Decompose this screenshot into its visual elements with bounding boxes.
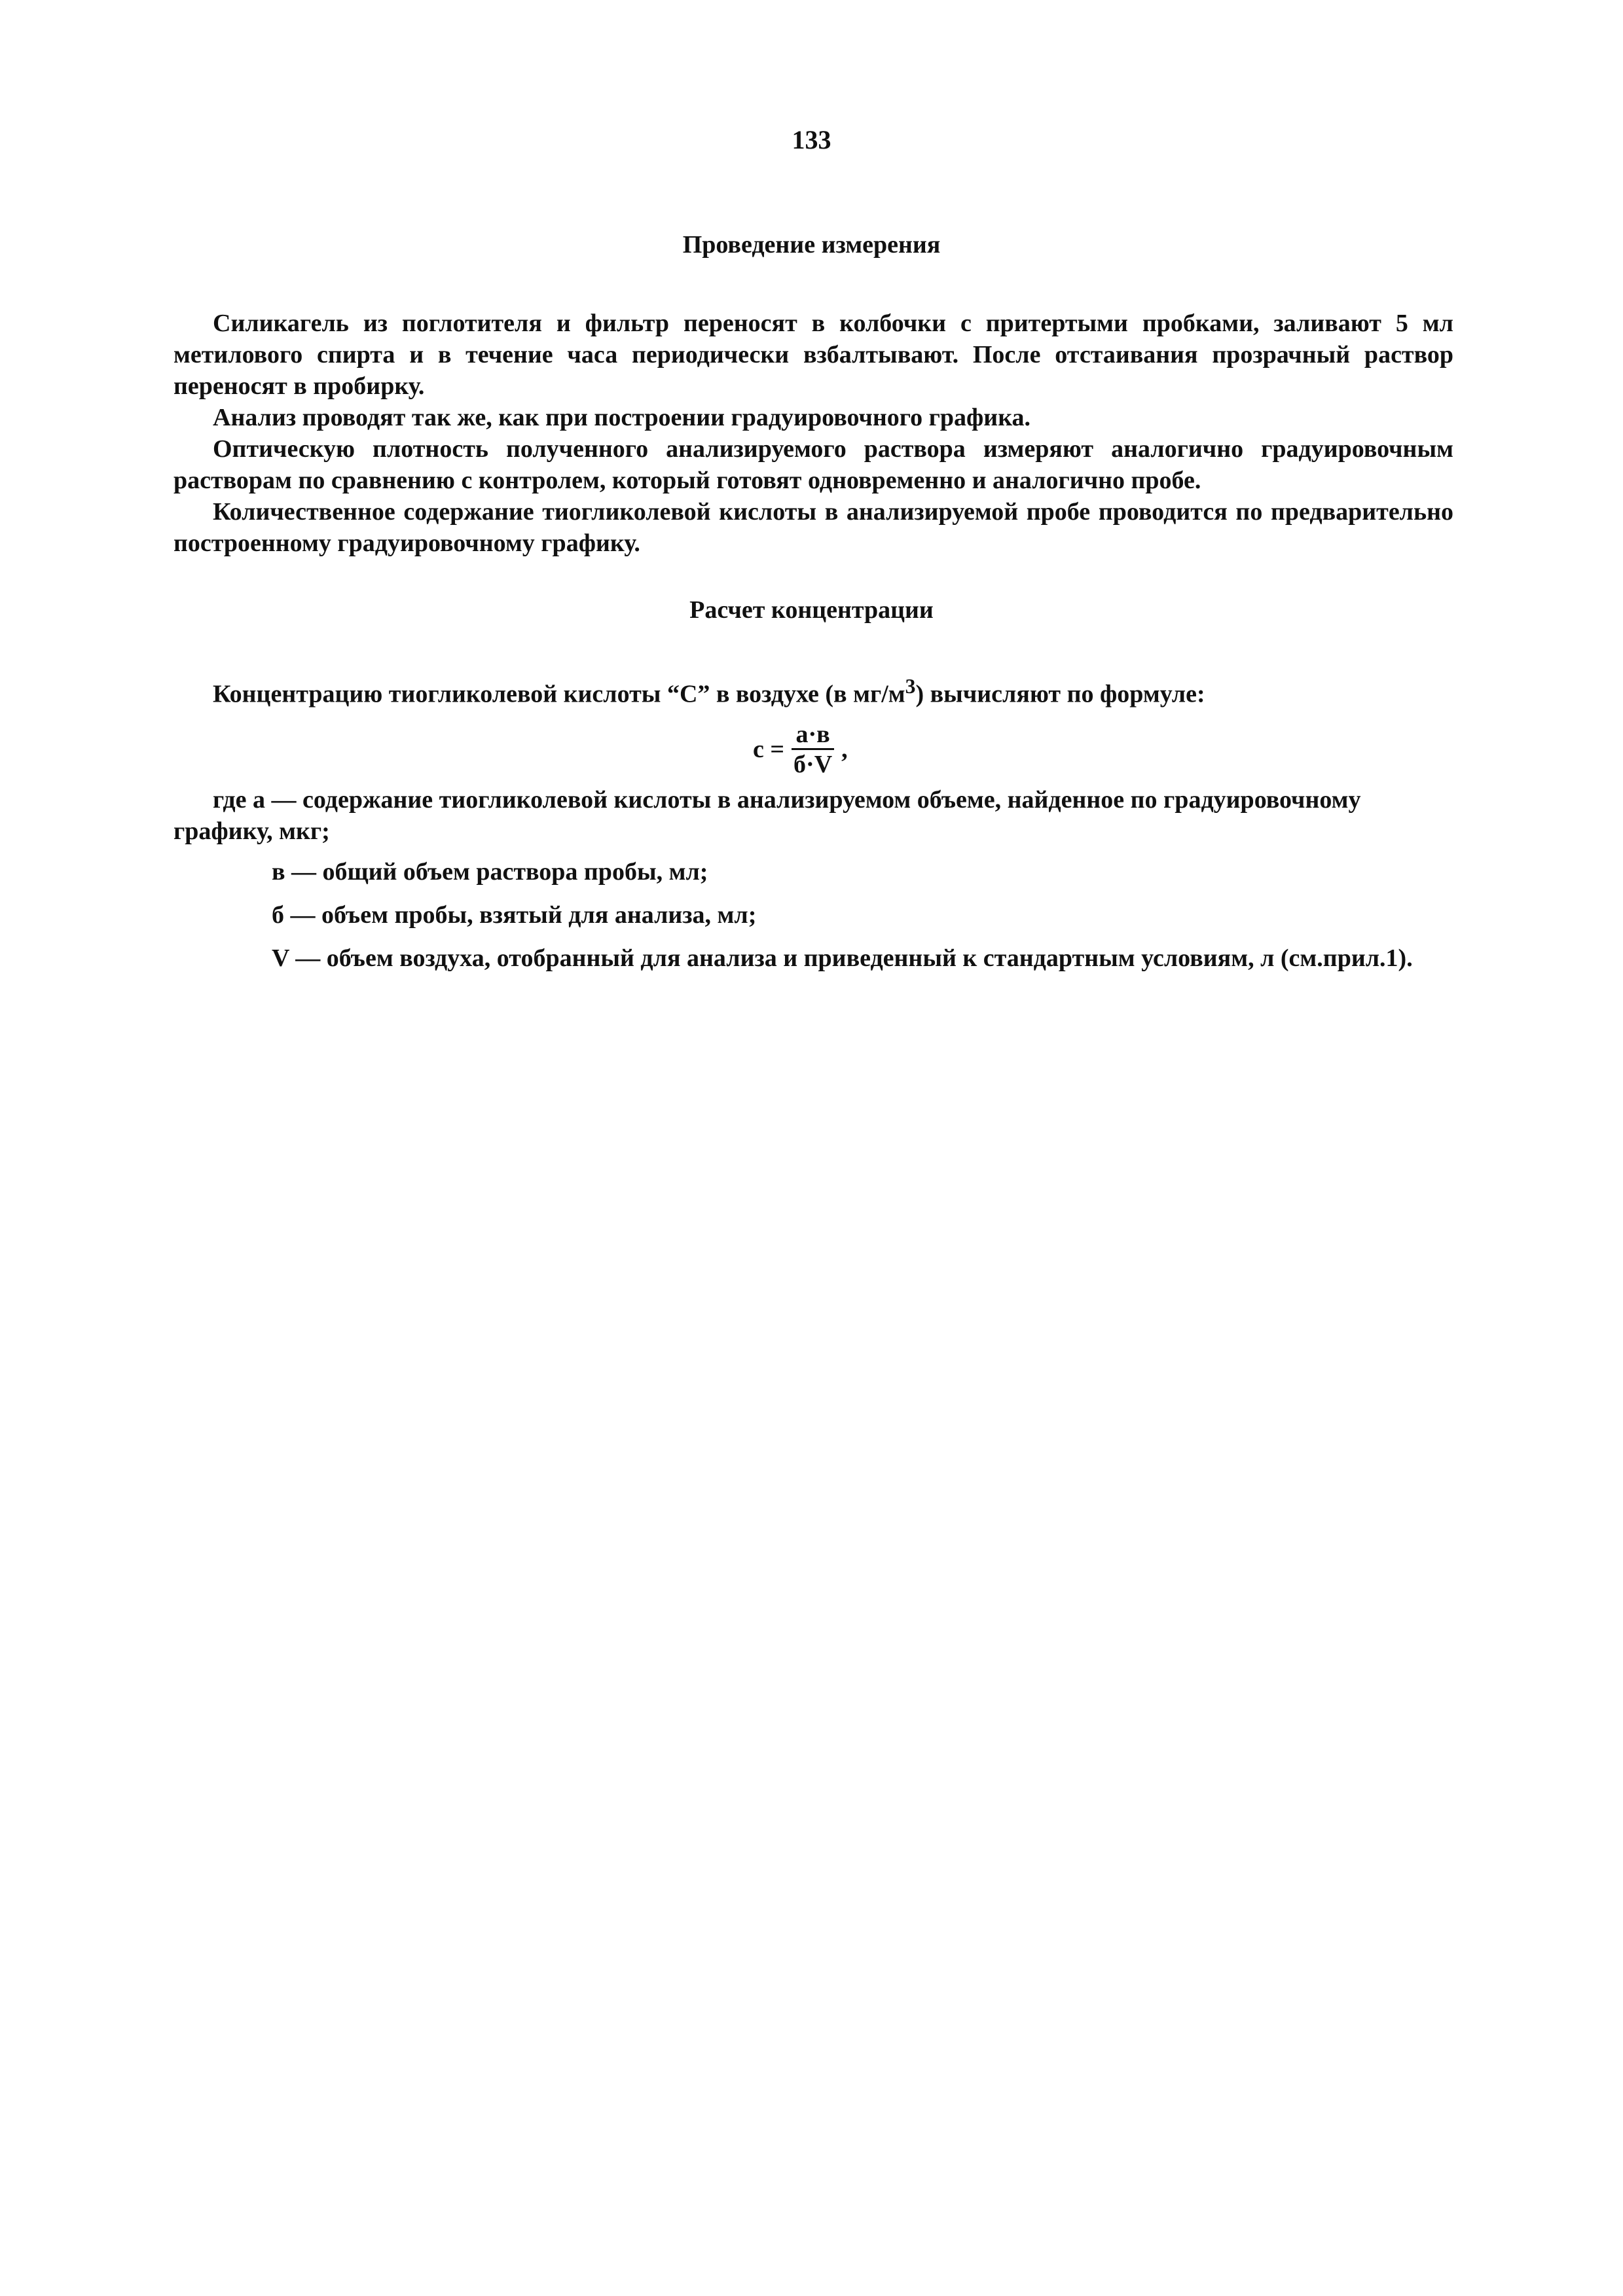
formula-denominator: б·V <box>793 750 833 778</box>
measurement-text <box>173 308 1453 559</box>
formula-lhs: с = <box>753 736 785 763</box>
heading-measurement: Проведение измерения <box>682 231 941 259</box>
formula-intro-text-end: ) вычисляют по формуле: <box>915 680 1205 708</box>
formula-definitions <box>173 784 1453 986</box>
paragraph-silica-gel: Силикагель из поглотителя и фильтр переносят в колбочки с притертыми пробками, заливают 5 мл метилового спирта и в течение часа периодически взбалтывают. После отстаивания прозрачный раствор переносят в пробирку. <box>173 310 1453 400</box>
heading-calculation: Расчет концентрации <box>689 596 934 624</box>
formula-trailing-comma: , <box>841 736 848 763</box>
paragraph-quantitative: Количественное содержание тиогликолевой кислоты в анализируемой пробе проводится по предварительно построенному градуировочному графику. <box>173 498 1453 557</box>
formula-numerator: а·в <box>792 721 833 750</box>
page-number: 133 <box>792 125 831 154</box>
paragraph-optical-density: Оптическую плотность полученного анализируемого раствора измеряют аналогично градуировочным растворам по сравнению с контролем, который готовят одновременно и аналогично пробе. <box>173 435 1453 494</box>
formula-intro-superscript: 3 <box>905 675 916 698</box>
definition-v-lower: в — общий объем раствора пробы, мл; <box>272 858 708 886</box>
concentration-formula <box>753 713 848 785</box>
definition-a: где а — содержание тиогликолевой кислоты в анализируемом объеме, найденное по градуировочному графику, мкг; <box>173 786 1361 845</box>
paragraph-analysis: Анализ проводят так же, как при построении градуировочного графика. <box>213 404 1031 431</box>
definition-b: б — объем пробы, взятый для анализа, мл; <box>272 901 757 929</box>
formula-intro-text: Концентрацию тиогликолевой кислоты “С” в воздухе (в мг/м <box>213 680 905 708</box>
definition-v-air: V — объем воздуха, отобранный для анализа и приведенный к стандартным условиям, л (см.прил.1). <box>272 944 1413 972</box>
formula-fraction <box>790 721 836 779</box>
formula-intro <box>213 671 1457 710</box>
